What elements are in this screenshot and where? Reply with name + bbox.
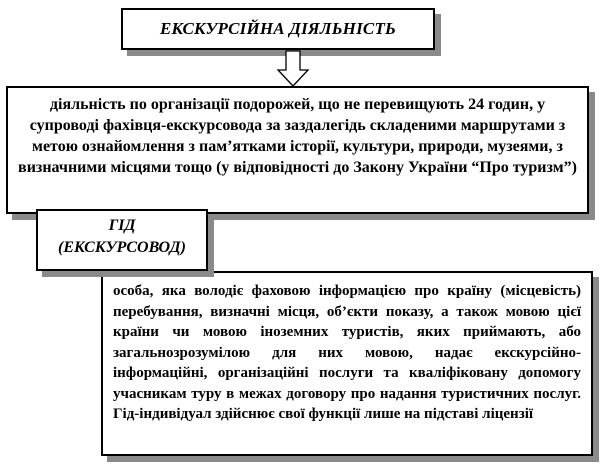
guide-sublabel: (ЕКСКУРСОВОД) [58, 239, 186, 256]
title-box [121, 8, 435, 50]
definition-box [6, 86, 589, 214]
guide-definition-text: особа, яка володіє фаховою інформацією про країну (місцевість) перебування, визначні місця, об’єкти показу, а також мовою цієї країни чи мовою іноземних туристів, яких приймають, або загальнозрозумілою для них мовою, надає екскурсійно-інформаційні, організаційні послуги та кваліфіковану допомогу учасникам туру в межах договору про надання туристичних послуг. Гід-індивідуал здійснює свої функції лише на підставі ліцензії [113, 283, 581, 422]
guide-definition-box [101, 271, 593, 456]
diagram-title: ЕКСКУРСІЙНА ДІЯЛЬНІСТЬ [159, 19, 397, 38]
guide-box [36, 209, 208, 271]
down-arrow-icon [276, 50, 310, 88]
definition-text: діяльність по організації подорожей, що не перевищують 24 годин, у супроводі фахівця-екскурсовода за заздалегідь складеними маршрутами з метою ознайомлення з пам’ятками історії, культури, природи, музеями, з визначними місцями тощо (у відповідності до Закону України “Про туризм”) [18, 96, 577, 176]
guide-label: ГІД [108, 217, 136, 234]
